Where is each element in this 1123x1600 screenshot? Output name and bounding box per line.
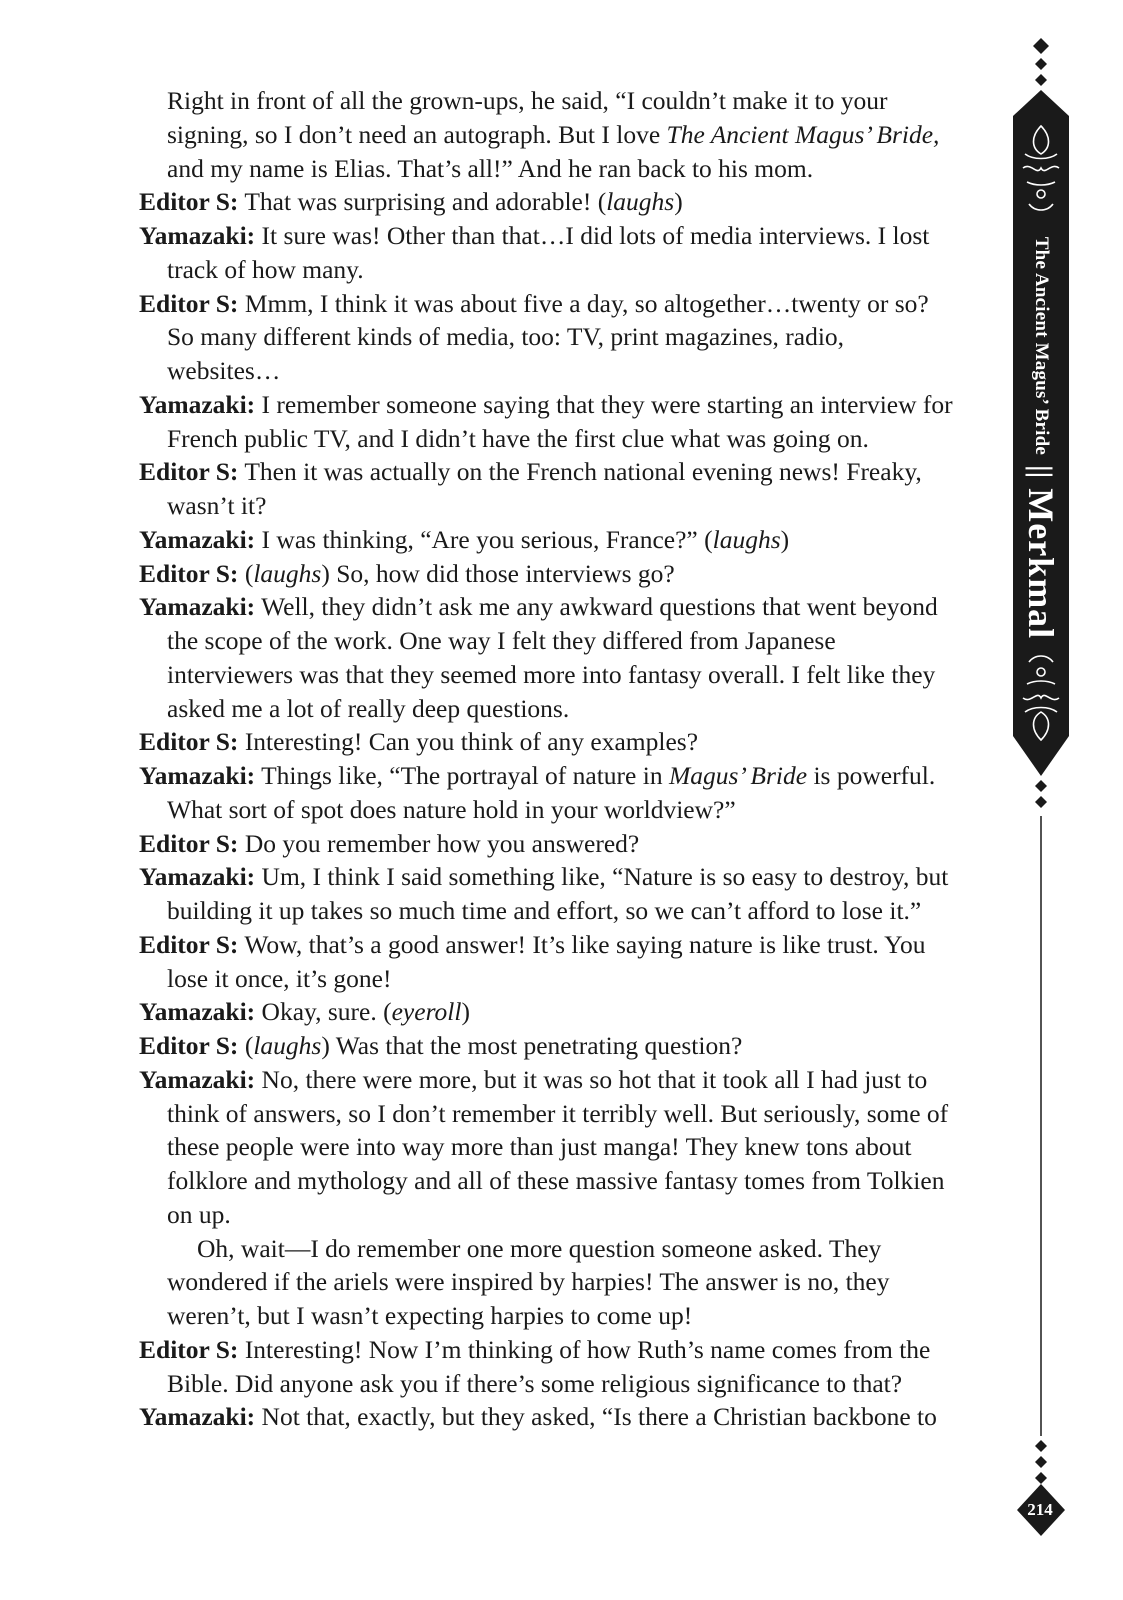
text-segment: (: [244, 1031, 254, 1060]
paragraph: [139, 388, 954, 456]
text-segment: It sure was! Other than that…I did lots of media interviews. I lost track of how many.: [167, 221, 930, 284]
speaker-label: Editor S:: [139, 187, 239, 217]
text-segment: and my name is Elias. That’s all!” And he ran back to his mom.: [167, 153, 814, 183]
text-segment: Interesting! Can you think of any examples?: [244, 727, 699, 757]
speaker-label: Yamazaki:: [139, 389, 256, 419]
text-segment: Do you remember how you answered?: [244, 828, 640, 858]
text-segment: Mmm, I think it was about five a day, so altogether…twenty or so? So many different kinds of media, too: TV, print magazines, radio, websites…: [167, 288, 929, 385]
paragraph: [139, 827, 954, 861]
text-segment: I was thinking, “Are you serious, France?” (: [261, 524, 713, 554]
paragraph: [139, 759, 954, 827]
speaker-label: Editor S:: [139, 828, 239, 858]
text-segment: That was surprising and adorable! (: [244, 187, 607, 217]
paragraph: [139, 1333, 954, 1401]
italic-text: Magus’ Bride: [668, 761, 808, 790]
italic-text: laughs: [712, 524, 781, 554]
speaker-label: Yamazaki:: [139, 221, 256, 250]
text-segment: Interesting! Now I’m thinking of how Ruth’s name comes from the Bible. Did anyone ask you if there’s some religious significance to that?: [167, 1334, 931, 1398]
speaker-label: Yamazaki:: [139, 1064, 256, 1094]
italic-text: laughs: [253, 1031, 322, 1060]
italic-text: eyeroll: [391, 997, 462, 1027]
speaker-label: Editor S:: [139, 929, 239, 959]
text-segment: is powerful. What sort of spot does nature hold in your worldview?”: [167, 761, 936, 824]
text-segment: Right in front of all the grown-ups, he said, “I couldn’t make it to your signing, so I don’t need an autograph. But I love: [167, 86, 888, 149]
paragraph: [139, 287, 954, 388]
text-segment: Oh, wait—I do remember one more question someone asked. They wondered if the ariels were inspired by harpies! The answer is no, they weren’t, but I wasn’t expecting harpies to come up!: [167, 1233, 890, 1330]
speaker-label: Editor S:: [139, 457, 239, 487]
speaker-label: Yamazaki:: [139, 592, 256, 622]
speaker-label: Editor S:: [139, 1031, 239, 1060]
speaker-label: Yamazaki:: [139, 862, 256, 892]
speaker-label: Editor S:: [139, 288, 239, 318]
text-segment: ): [674, 187, 683, 217]
paragraph: [139, 860, 954, 928]
text-segment: Um, I think I said something like, “Nature is so easy to destroy, but building it up takes so much time and effort, so we can’t afford to lose it.”: [167, 862, 949, 925]
text-segment: Things like, “The portrayal of nature in: [261, 761, 669, 790]
text-segment: ): [461, 997, 470, 1027]
paragraph: [139, 1232, 954, 1333]
speaker-label: Yamazaki:: [139, 524, 256, 554]
text-segment: ) Was that the most penetrating question?: [321, 1031, 743, 1060]
italic-text: laughs: [253, 558, 322, 588]
speaker-label: Editor S:: [139, 727, 239, 757]
text-segment: ) So, how did those interviews go?: [321, 558, 675, 588]
italic-text: laughs: [606, 187, 675, 217]
text-segment: ): [780, 524, 790, 554]
paragraph: [139, 84, 954, 185]
paragraph: [139, 185, 954, 219]
speaker-label: Editor S:: [139, 558, 239, 588]
paragraph: [139, 523, 954, 557]
text-segment: Okay, sure. (: [261, 997, 392, 1027]
title-separator: ||: [1025, 465, 1058, 479]
text-segment: Not that, exactly, but they asked, “Is there a Christian backbone to: [261, 1402, 937, 1432]
speaker-label: Yamazaki:: [139, 761, 256, 790]
paragraph: [139, 455, 954, 523]
speaker-label: Editor S:: [139, 1334, 239, 1364]
italic-text: The Ancient Magus’ Bride,: [666, 119, 940, 149]
paragraph: [139, 725, 954, 759]
paragraph: [139, 1063, 954, 1232]
page-number: 214: [1027, 1500, 1053, 1519]
paragraph: [139, 557, 954, 591]
section-title: Merkmal: [1021, 488, 1061, 640]
speaker-label: Yamazaki:: [139, 1402, 256, 1432]
text-segment: Well, they didn’t ask me any awkward questions that went beyond the scope of the work. One way I felt they differed from Japanese interviewers was that they seemed more into fantasy overall. I felt like they asked me a lot of really deep questions.: [167, 592, 938, 723]
paragraph: [139, 590, 954, 725]
text-segment: Then it was actually on the French national evening news! Freaky, wasn’t it?: [167, 457, 922, 520]
text-segment: I remember someone saying that they were starting an interview for French public TV, and I didn’t have the first clue what was going on.: [167, 389, 953, 453]
text-segment: Wow, that’s a good answer! It’s like saying nature is like trust. You lose it once, it’s gone!: [167, 929, 926, 993]
paragraph: [139, 995, 954, 1029]
text-segment: (: [244, 558, 254, 588]
paragraph: [139, 928, 954, 996]
text-segment: No, there were more, but it was so hot that it took all I had just to think of answers, so I don’t remember it terribly well. But seriously, some of these people were into way more than just manga! They knew tons about folklore and mythology and all of these massive fantasy tomes from Tolkien on up.: [167, 1064, 949, 1229]
speaker-label: Yamazaki:: [139, 997, 256, 1027]
paragraph: [139, 1400, 954, 1434]
interview-body: [139, 84, 954, 1434]
paragraph: [139, 1029, 954, 1063]
book-title: The Ancient Magus’ Bride: [1031, 236, 1052, 456]
paragraph: [139, 219, 954, 287]
running-title: [1011, 218, 1071, 658]
